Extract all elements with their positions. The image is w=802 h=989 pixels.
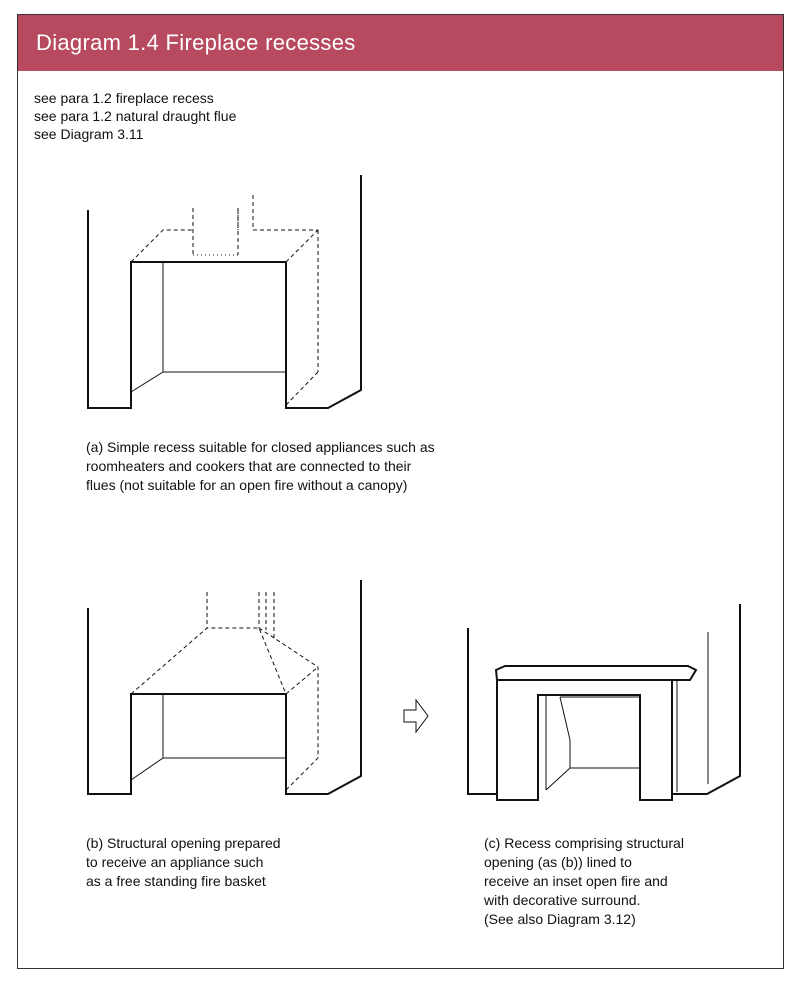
- reference-line: see para 1.2 natural draught flue: [34, 108, 237, 124]
- figure-b-flue-lines: [207, 592, 274, 640]
- caption-line: receive an inset open fire and: [484, 873, 668, 889]
- figure-c-walls: [468, 604, 740, 794]
- caption-c: [484, 834, 684, 929]
- caption-line: (c) Recess comprising structural: [484, 835, 684, 851]
- caption-b: [86, 834, 281, 891]
- caption-a: [86, 438, 435, 495]
- figure-a-flue-lines: [193, 195, 253, 255]
- caption-line: with decorative surround.: [484, 892, 641, 908]
- figure-a-hidden-lines: [131, 230, 318, 405]
- figure-b-walls: [88, 580, 361, 794]
- figure-b-structural-opening: [88, 580, 361, 794]
- arrow-icon: [404, 700, 428, 732]
- figure-a-hearth-lines: [131, 262, 286, 392]
- caption-line: as a free standing fire basket: [86, 873, 266, 889]
- caption-line: roomheaters and cookers that are connected to their: [86, 458, 412, 474]
- figure-b-hearth-lines: [131, 694, 286, 780]
- figure-c-mantel-shelf: [496, 666, 696, 680]
- reference-line: see Diagram 3.11: [34, 126, 144, 142]
- figure-a-simple-recess: [88, 175, 361, 408]
- caption-line: (See also Diagram 3.12): [484, 911, 636, 927]
- caption-line: (b) Structural opening prepared: [86, 835, 281, 851]
- figure-c-surround: [497, 680, 672, 800]
- figure-a-walls: [88, 175, 361, 408]
- figure-b-canopy-lines: [131, 628, 318, 790]
- diagram-title: Diagram 1.4 Fireplace recesses: [18, 15, 783, 71]
- caption-line: to receive an appliance such: [86, 854, 264, 870]
- figure-c-decorative-surround: [468, 604, 740, 800]
- figure-c-inset-fire: [538, 695, 640, 796]
- caption-line: (a) Simple recess suitable for closed appliances such as: [86, 439, 435, 455]
- caption-line: opening (as (b)) lined to: [484, 854, 632, 870]
- reference-line: see para 1.2 fireplace recess: [34, 90, 214, 106]
- caption-line: flues (not suitable for an open fire without a canopy): [86, 477, 408, 493]
